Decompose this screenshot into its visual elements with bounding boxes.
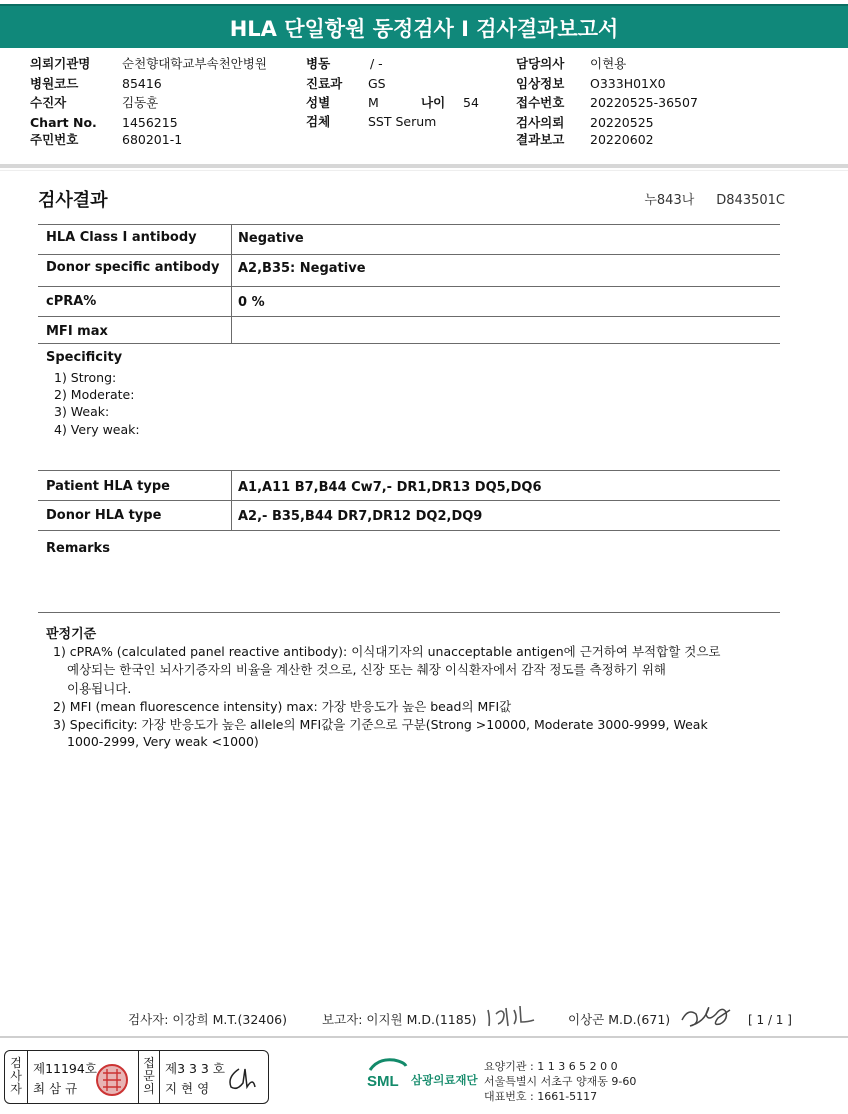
remarks-rule: [38, 612, 780, 613]
donor-hla-label: Donor HLA type: [46, 508, 162, 523]
doctor-value: 이현용: [590, 56, 627, 71]
dsa-value: A2,B35: Negative: [238, 261, 366, 276]
hospital-code-label: 병원코드: [30, 76, 79, 91]
request-label: 검사의뢰: [516, 115, 565, 130]
table-rule: [38, 343, 780, 344]
specimen-value: SST Serum: [368, 114, 437, 129]
patient-hla-value: A1,A11 B7,B44 Cw7,- DR1,DR13 DQ5,DQ6: [238, 480, 542, 495]
report-date-label: 결과보고: [516, 132, 565, 147]
table-column-rule: [231, 224, 232, 344]
institution-value: 순천향대학교부속천안병원: [122, 56, 267, 71]
results-code-2: D843501C: [716, 193, 785, 208]
cpra-value: 0 %: [238, 295, 265, 310]
reviewer-handwritten-signature: [678, 998, 734, 1032]
stamp-right-vertical-label: 접문의: [143, 1056, 155, 1096]
report-date-value: 20220602: [590, 132, 654, 147]
reporter-signature-text: 보고자: 이지원 M.D.(1185): [322, 1012, 477, 1027]
stamp-right-name: 지 현 영: [165, 1081, 210, 1096]
organization-address: 서울특별시 서초구 양재동 9-60: [484, 1075, 637, 1088]
specificity-item: 1) Strong:: [54, 370, 117, 385]
sex-label: 성별: [306, 95, 331, 110]
table-rule: [38, 500, 780, 501]
clinical-label: 임상정보: [516, 76, 565, 91]
sex-value: M: [368, 95, 379, 110]
chart-value: 1456215: [122, 115, 178, 130]
ward-value: / -: [370, 56, 383, 71]
specificity-item: 3) Weak:: [54, 404, 110, 419]
table-rule: [38, 254, 780, 255]
specimen-label: 검체: [306, 114, 331, 129]
certification-stamp-box: [4, 1050, 269, 1104]
patient-hla-label: Patient HLA type: [46, 479, 170, 494]
report-title: HLA 단일항원 동정검사 I 검사결과보고서: [0, 4, 848, 48]
hla-class-i-value: Negative: [238, 231, 304, 246]
criteria-line: 이용됩니다.: [67, 681, 132, 696]
criteria-line: 예상되는 한국인 뇌사기증자의 비율을 계산한 것으로, 신장 또는 췌장 이식환자에서 감작 정도를 측정하기 위해: [67, 662, 667, 677]
receipt-label: 접수번호: [516, 95, 565, 110]
header-divider: [0, 164, 848, 168]
results-code-1: 누843나: [644, 193, 695, 208]
institution-label: 의뢰기관명: [30, 56, 91, 71]
criteria-title: 판정기준: [46, 627, 97, 642]
chart-label: Chart No.: [30, 115, 97, 130]
receipt-value: 20220525-36507: [590, 95, 698, 110]
criteria-line: 2) MFI (mean fluorescence intensity) max: 가장 반응도가 높은 bead의 MFI값: [53, 699, 512, 714]
specificity-item: 2) Moderate:: [54, 387, 135, 402]
table-rule: [38, 316, 780, 317]
ward-label: 병동: [306, 56, 331, 71]
organization-code: 요양기관 : 1 1 3 6 5 2 0 0: [484, 1060, 618, 1073]
remarks-title: Remarks: [46, 541, 110, 556]
hla-class-i-label: HLA Class I antibody: [46, 230, 197, 245]
mfi-max-label: MFI max: [46, 324, 108, 339]
hospital-code-value: 85416: [122, 76, 162, 91]
specificity-title: Specificity: [46, 350, 123, 365]
sml-logo-icon: [364, 1056, 410, 1092]
organization-name: 삼광의료재단: [411, 1073, 478, 1087]
results-section-title: 검사결과: [38, 190, 108, 211]
page-number: [ 1 / 1 ]: [748, 1013, 792, 1027]
stamp-handwritten-signature: [225, 1063, 261, 1093]
table-rule: [38, 470, 780, 471]
stamp-left-vertical-label: 검사자: [10, 1056, 22, 1096]
clinical-value: O333H01X0: [590, 76, 666, 91]
cpra-label: cPRA%: [46, 294, 97, 309]
patient-value: 김동훈: [122, 95, 159, 110]
specificity-item: 4) Very weak:: [54, 422, 140, 437]
header-divider-thin: [0, 170, 848, 171]
age-value: 54: [463, 95, 479, 110]
rrn-value: 680201-1: [122, 132, 183, 147]
rrn-label: 주민번호: [30, 132, 79, 147]
stamp-left-license-no: 제11194호: [33, 1061, 97, 1076]
reviewer-signature-text: 이상곤 M.D.(671): [568, 1012, 671, 1027]
criteria-line: 3) Specificity: 가장 반응도가 높은 allele의 MFI값을 기준으로 구분(Strong >10000, Moderate 3000-9999, Weak: [53, 717, 708, 732]
table-rule: [38, 530, 780, 531]
sml-logo-text: SML: [367, 1073, 399, 1090]
table-rule: [38, 224, 780, 225]
reporter-handwritten-signature: [484, 1000, 546, 1030]
tester-signature-text: 검사자: 이강희 M.T.(32406): [128, 1012, 288, 1027]
request-value: 20220525: [590, 115, 654, 130]
stamp-right-license-no: 제3 3 3 호: [165, 1061, 225, 1076]
criteria-line: 1) cPRA% (calculated panel reactive antibody): 이식대기자의 unacceptable antigen에 근거하여 부적합할 것으로: [53, 644, 721, 659]
patient-label: 수진자: [30, 95, 67, 110]
table-column-rule: [231, 470, 232, 531]
dsa-label: Donor specific antibody: [46, 260, 220, 275]
donor-hla-value: A2,- B35,B44 DR7,DR12 DQ2,DQ9: [238, 509, 483, 524]
table-rule: [38, 286, 780, 287]
organization-phone: 대표번호 : 1661-5117: [484, 1090, 598, 1103]
dept-label: 진료과: [306, 76, 343, 91]
dept-value: GS: [368, 76, 386, 91]
red-seal-icon: [95, 1063, 129, 1097]
footer-divider: [0, 1036, 848, 1038]
results-codes: [622, 189, 785, 208]
age-label: 나이: [421, 95, 446, 110]
criteria-line: 1000-2999, Very weak <1000): [67, 734, 259, 749]
stamp-left-name: 최 삼 규: [33, 1081, 78, 1096]
doctor-label: 담당의사: [516, 56, 565, 71]
